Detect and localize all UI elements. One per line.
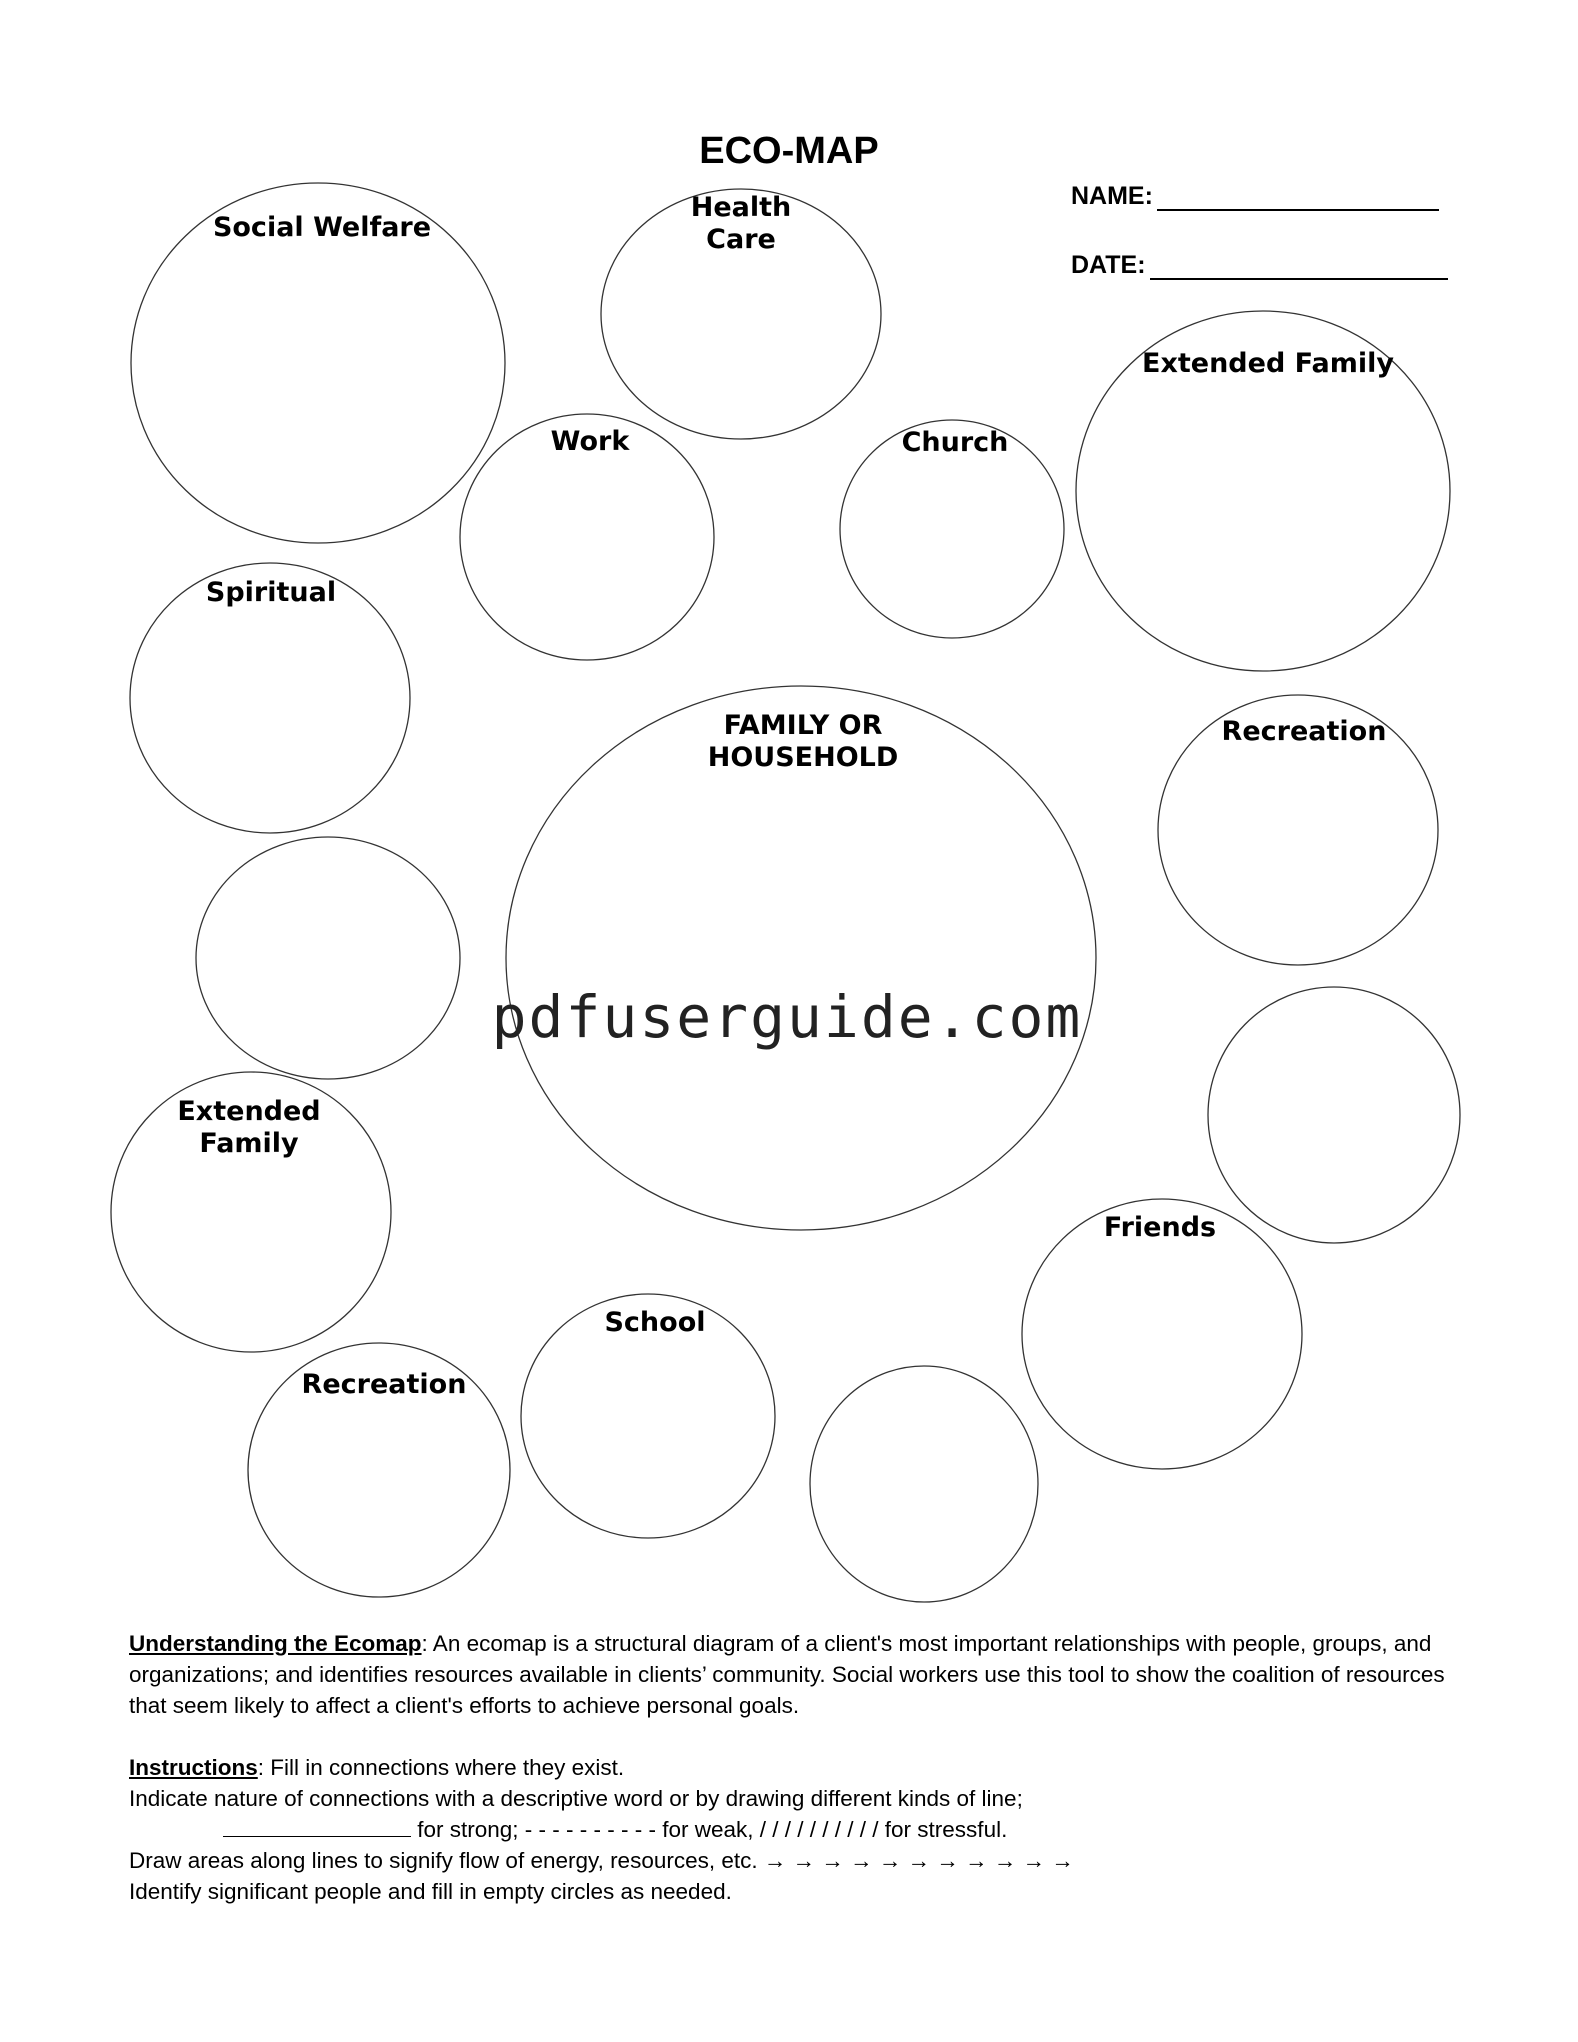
date-label: DATE: [1071, 251, 1146, 279]
circle-shape[interactable] [1208, 987, 1460, 1243]
circle-school-13[interactable] [521, 1294, 775, 1538]
circle-label: Extended Family [177, 1096, 321, 1159]
circle-recreation-8[interactable] [1158, 695, 1438, 965]
instructions-line-4: Draw areas along lines to signify flow of energy, resources, etc. → → → → → → → → → → → [129, 1848, 1074, 1873]
watermark-text: pdfuserguide.com [491, 983, 1083, 1051]
understanding-text: : An ecomap is a structural diagram of a client's most important relationships with people, groups, and organizations; and identifies resources available in clients’ community. Social workers use this tool to show the coalition of resources that seem likely to affect a client's efforts to achieve personal goals. [129, 1631, 1445, 1718]
page-title: ECO-MAP [699, 130, 879, 172]
strong-line-sample [223, 1816, 411, 1837]
instructions-line-2: Indicate nature of connections with a descriptive word or by drawing different kinds of line; [129, 1786, 1023, 1811]
circle-extended-family-3[interactable] [1076, 311, 1450, 671]
circle-recreation-14[interactable] [248, 1343, 510, 1597]
circle-empty-15[interactable] [810, 1366, 1038, 1602]
circle-work-4[interactable] [460, 414, 714, 660]
circle-label: Health Care [690, 192, 792, 255]
circle-family-or-household-7[interactable] [506, 686, 1096, 1230]
circle-social-welfare-1[interactable] [131, 183, 505, 543]
name-label: NAME: [1071, 182, 1153, 210]
circle-health-care-2[interactable] [601, 189, 881, 439]
instructions-heading: Instructions [129, 1755, 258, 1780]
circle-shape[interactable] [196, 837, 460, 1079]
circle-empty-10[interactable] [1208, 987, 1460, 1243]
instructions-line-5: Identify significant people and fill in empty circles as needed. [129, 1879, 732, 1904]
instructions-line-1: Instructions: Fill in connections where they exist. [129, 1755, 625, 1780]
circle-label: School [604, 1307, 706, 1338]
circle-empty-9[interactable] [196, 837, 460, 1079]
circle-label: Recreation [1221, 716, 1387, 747]
circle-label: Extended Family [1142, 348, 1394, 379]
circle-friends-12[interactable] [1022, 1199, 1302, 1469]
circle-label: Friends [1103, 1212, 1217, 1243]
understanding-heading: Understanding the Ecomap [129, 1631, 422, 1656]
understanding-paragraph [129, 1628, 1459, 1721]
instructions-block [129, 1752, 1459, 1907]
circle-label: FAMILY OR HOUSEHOLD [707, 710, 899, 773]
circle-label: Social Welfare [212, 212, 432, 243]
instructions-line-3: for strong; - - - - - - - - - - for weak, / / / / / / / / / / for stressful. [129, 1814, 1459, 1845]
circle-extended-family-11[interactable] [111, 1072, 391, 1352]
circle-label: Spiritual [205, 577, 337, 608]
circle-church-5[interactable] [840, 420, 1064, 638]
circle-spiritual-6[interactable] [130, 563, 410, 833]
circle-label: Recreation [301, 1369, 467, 1400]
circle-shape[interactable] [810, 1366, 1038, 1602]
circle-label: Work [550, 426, 630, 457]
circle-label: Church [901, 427, 1009, 458]
